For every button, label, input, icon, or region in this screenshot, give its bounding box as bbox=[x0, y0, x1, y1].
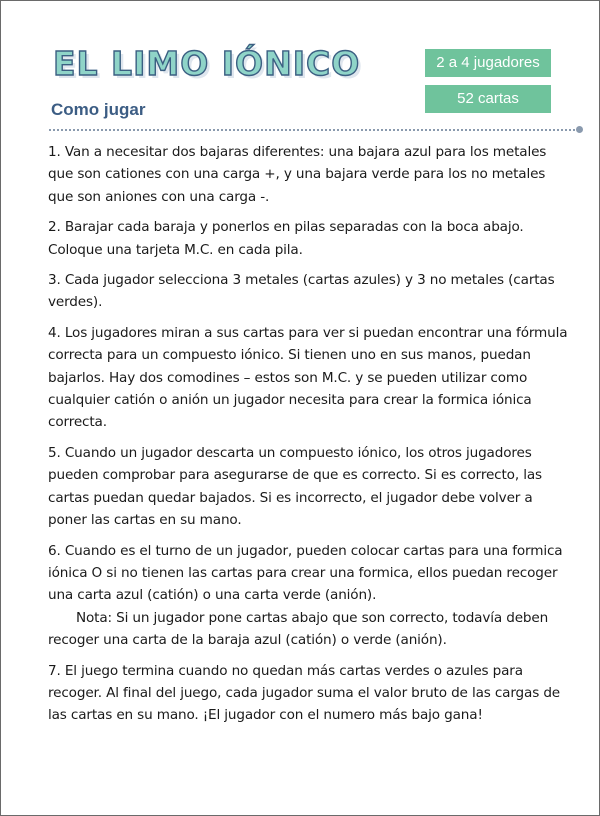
rule-2: 2. Barajar cada baraja y ponerlos en pilas separadas con la boca abajo. Coloque una tarjeta M.C. en cada pila. bbox=[48, 219, 524, 258]
cards-badge: 52 cartas bbox=[425, 85, 551, 113]
players-badge: 2 a 4 jugadores bbox=[425, 49, 551, 77]
rule-6: 6. Cuando es el turno de un jugador, pueden colocar cartas para una formica iónica O si no tienen las cartas para crear una formica, ellos puedan recoger una carta azul (catión) o una carta verde (anión). bbox=[48, 542, 563, 604]
rule-5: 5. Cuando un jugador descarta un compuesto iónico, los otros jugadores pueden comprobar para asegurarse de que es correcto. Si es correcto, las cartas puedan quedar bajados. Si es incorrecto, el jugador debe volver a poner las cartas en su mano. bbox=[48, 444, 542, 529]
rule-7: 7. El juego termina cuando no quedan más cartas verdes o azules para recoger. Al final del juego, cada jugador suma el valor bruto de las cargas de las cartas en su mano. ¡El jugador con el numero más bajo gana! bbox=[48, 662, 561, 724]
rule-6-note: Nota: Si un jugador pone cartas abajo que son correcto, todavía deben recoger una carta de la baraja azul (catión) o verde (anión). bbox=[48, 609, 549, 649]
how-to-play-subtitle: Como jugar bbox=[51, 100, 146, 119]
rule-1: 1. Van a necesitar dos bajaras diferentes: una bajara azul para los metales que son cationes con una carga +, y una bajara verde para los no metales que son aniones con una carga -. bbox=[48, 144, 547, 205]
rules-list bbox=[48, 141, 568, 735]
rule-4: 4. Los jugadores miran a sus cartas para ver si puedan encontrar una fórmula correcta para un compuesto iónico. Si tienen uno en sus manos, puedan bajarlos. Hay dos comodines – estos son M.C. y se pueden utilizar como cualquier catión o anión un jugador necesita para crear la formica iónica correcta. bbox=[48, 324, 568, 431]
rule-3: 3. Cada jugador selecciona 3 metales (cartas azules) y 3 no metales (cartas verdes). bbox=[48, 272, 555, 311]
dotted-divider bbox=[49, 129, 579, 131]
game-title: EL LIMO IÓNICO bbox=[53, 44, 361, 83]
